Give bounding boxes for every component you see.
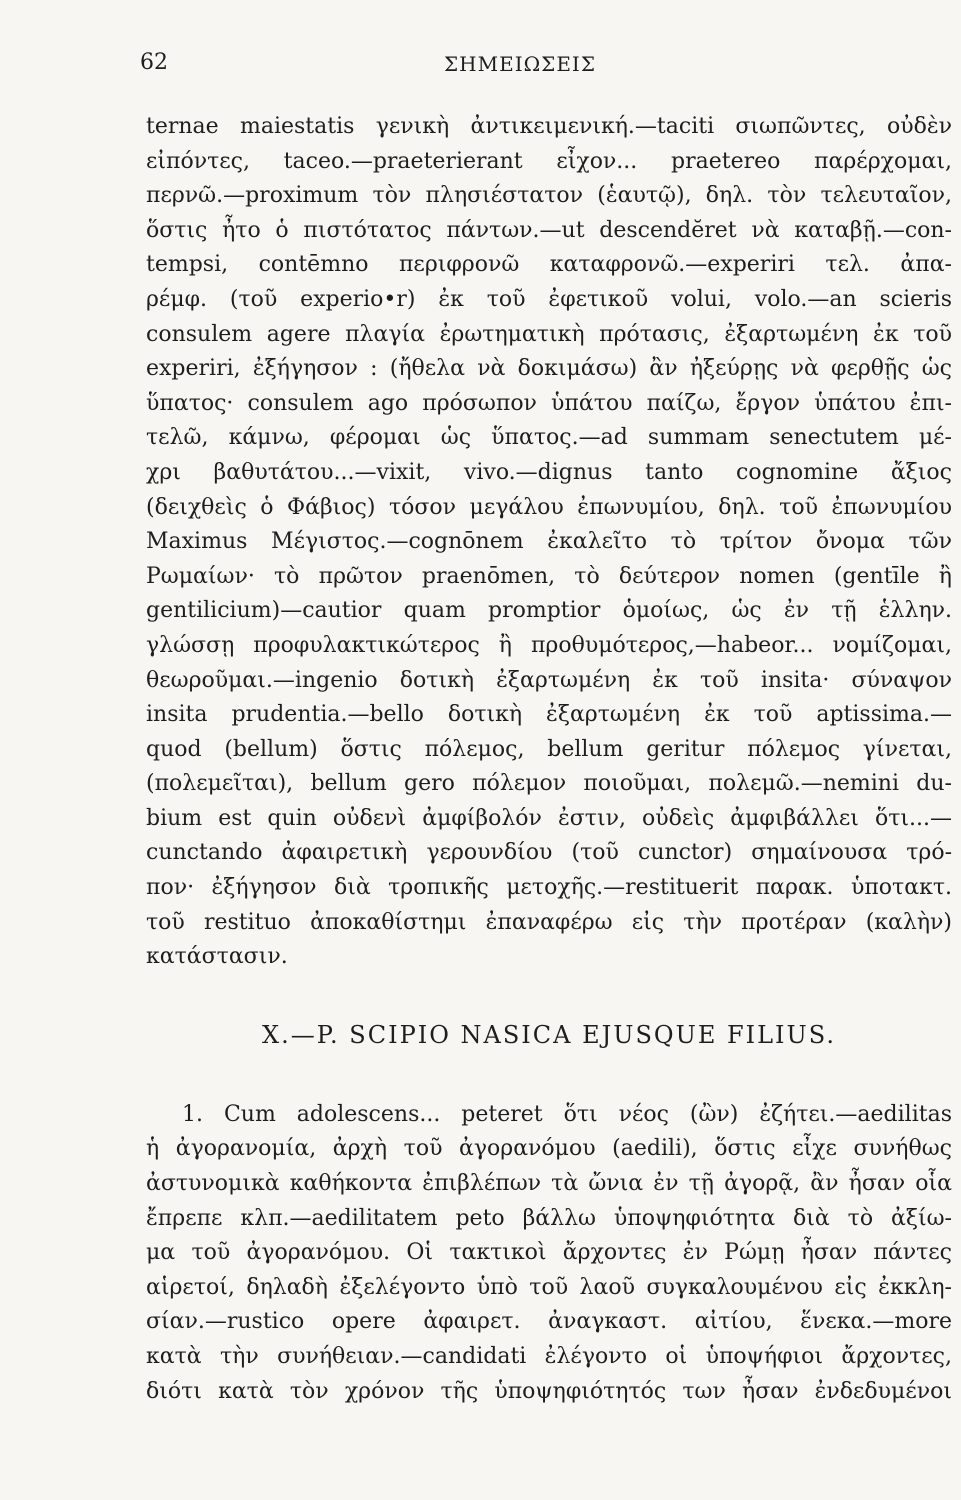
text-line: κατάστασιν.	[146, 944, 288, 970]
text-line: ὕπατος· consulem ago πρόσωπον ὑπάτου παίζω, ἔργον ὑπάτου ἐπι-	[146, 390, 952, 416]
text-line: bium est quin οὐδενὶ ἀμφίβολόν ἐστιν, οὐδεὶς ἀμφιβάλλει ὅτι...—	[146, 805, 952, 831]
text-line: Ρωμαίων· τὸ πρῶτον praenōmen, τὸ δεύτερον nomen (gentīle ἢ	[146, 563, 952, 589]
running-title: ΣΗΜΕΙΩΣΕΙΣ	[444, 52, 596, 76]
text-line: Maximus Μέγιστος.—cognōnem ἐκαλεῖτο τὸ τρίτον ὄνομα τῶν	[146, 529, 952, 555]
text-line: κατὰ τὴν συνήθειαν.—candidati ἐλέγοντο οἱ ὑποψήφιοι ἄρχοντες,	[146, 1344, 952, 1369]
text-line: ἡ ἀγορανομία, ἀρχὴ τοῦ ἀγορανόμου (aedili), ὅστις εἶχε συνήθως	[146, 1136, 952, 1162]
section-title: X.—P. SCIPIO NASICA EJUSQUE FILIUS.	[262, 1020, 836, 1049]
text-line: gentilicium)—cautior quam promptior ὁμοίως, ὡς ἐν τῇ ἑλλην.	[146, 598, 952, 624]
text-line: περνῶ.—proximum τὸν πλησιέστατον (ἑαυτῷ), δηλ. τὸν τελευταῖον,	[146, 183, 952, 209]
page-header	[140, 50, 900, 80]
text-line: τοῦ restituo ἀποκαθίστημι ἐπαναφέρω εἰς τὴν προτέραν (καλὴν)	[146, 909, 952, 935]
text-line: πον· ἐξήγησον διὰ τροπικῆς μετοχῆς.—restituerit παρακ. ὑποτακτ.	[146, 875, 952, 901]
page-number: 62	[140, 50, 168, 75]
text-line: 1. Cum adolescens... peteret ὅτι νέος (ὢν) ἐζήτει.—aedilitas	[182, 1101, 952, 1127]
text-line: γλώσσῃ προφυλακτικώτερος ἢ προθυμότερος,—habeor... νομίζομαι,	[146, 632, 952, 658]
text-line: ternae maiestatis γενικὴ ἀντικειμενική.—taciti σιωπῶντες, οὐδὲν	[146, 114, 952, 139]
page-body	[146, 110, 952, 1409]
text-line: ἔπρεπε κλπ.—aedilitatem peto βάλλω ὑποψηφιότητα διὰ τὸ ἀξίω-	[146, 1205, 952, 1231]
text-line: quod (bellum) ὅστις πόλεμος, bellum geritur πόλεμος γίνεται,	[146, 736, 952, 762]
text-line: σίαν.—rustico opere ἀφαιρετ. ἀναγκαστ. αἰτίου, ἕνεκα.—more	[146, 1309, 952, 1335]
text-line: ἀστυνομικὰ καθήκοντα ἐπιβλέπων τὰ ὤνια ἐν τῇ ἀγορᾷ, ἂν ἦσαν οἷα	[146, 1171, 952, 1197]
text-line: εἰπόντες, taceo.—praeterierant εἶχον... praeterеο παρέρχομαι,	[146, 148, 952, 174]
text-line: cunctando ἀφαιρετικὴ γερουνδίου (τοῦ cunctor) σημαίνουσα τρό-	[146, 840, 952, 866]
text-line: χρι βαθυτάτου...—vixit, vivo.—dignus tanto cognomine ἄξιος	[146, 459, 952, 485]
text-line: (δειχθεὶς ὁ Φάβιος) τόσον μεγάλου ἐπωνυμίου, δηλ. τοῦ ἐπωνυμίου	[146, 494, 952, 520]
text-line: τελῶ, κάμνω, φέρομαι ὡς ὕπατος.—ad summam senectutem μέ-	[146, 425, 952, 451]
text-line: tempsi, contēmno περιφρονῶ καταφρονῶ.—experiri τελ. ἀπα-	[146, 252, 952, 278]
text-line: διότι κατὰ τὸν χρόνον τῆς ὑποψηφιότητός των ἦσαν ἐνδεδυμένοι	[146, 1378, 952, 1404]
text-line: consulem agere πλαγία ἐρωτηματικὴ πρότασις, ἐξαρτωμένη ἐκ τοῦ	[146, 321, 952, 347]
text-line: insita prudentia.—bello δοτικὴ ἐξαρτωμένη ἐκ τοῦ aptissima.—	[146, 702, 952, 728]
text-line: experiri, ἐξήγησον : (ἤθελα νὰ δοκιμάσω) ἂν ἠξεύρῃς νὰ φερθῇς ὡς	[146, 356, 952, 382]
text-line: ὅστις ἦτο ὁ πιστότατος πάντων.—ut descendĕret νὰ καταβῇ.—con-	[146, 217, 952, 243]
text-line: αἱρετοί, δηλαδὴ ἐξελέγοντο ὑπὸ τοῦ λαοῦ συγκαλουμένου εἰς ἐκκλη-	[146, 1274, 952, 1300]
section-notes-block	[146, 1098, 952, 1409]
notes-block	[146, 110, 952, 975]
text-line: (πολεμεῖται), bellum gero πόλεμον ποιοῦμαι, πολεμῶ.—nemini du-	[146, 771, 952, 797]
text-line: ρέμφ. (τοῦ experio•r) ἐκ τοῦ ἐφετικοῦ volui, volo.—an scieris	[146, 286, 952, 312]
text-line: μα τοῦ ἀγορανόμου. Οἱ τακτικοὶ ἄρχοντες ἐν Ρώμῃ ἦσαν πάντες	[146, 1240, 952, 1266]
text-line: θεωροῦμαι.—ingenio δοτικὴ ἐξαρτωμένη ἐκ τοῦ insita· σύναψον	[146, 667, 952, 693]
